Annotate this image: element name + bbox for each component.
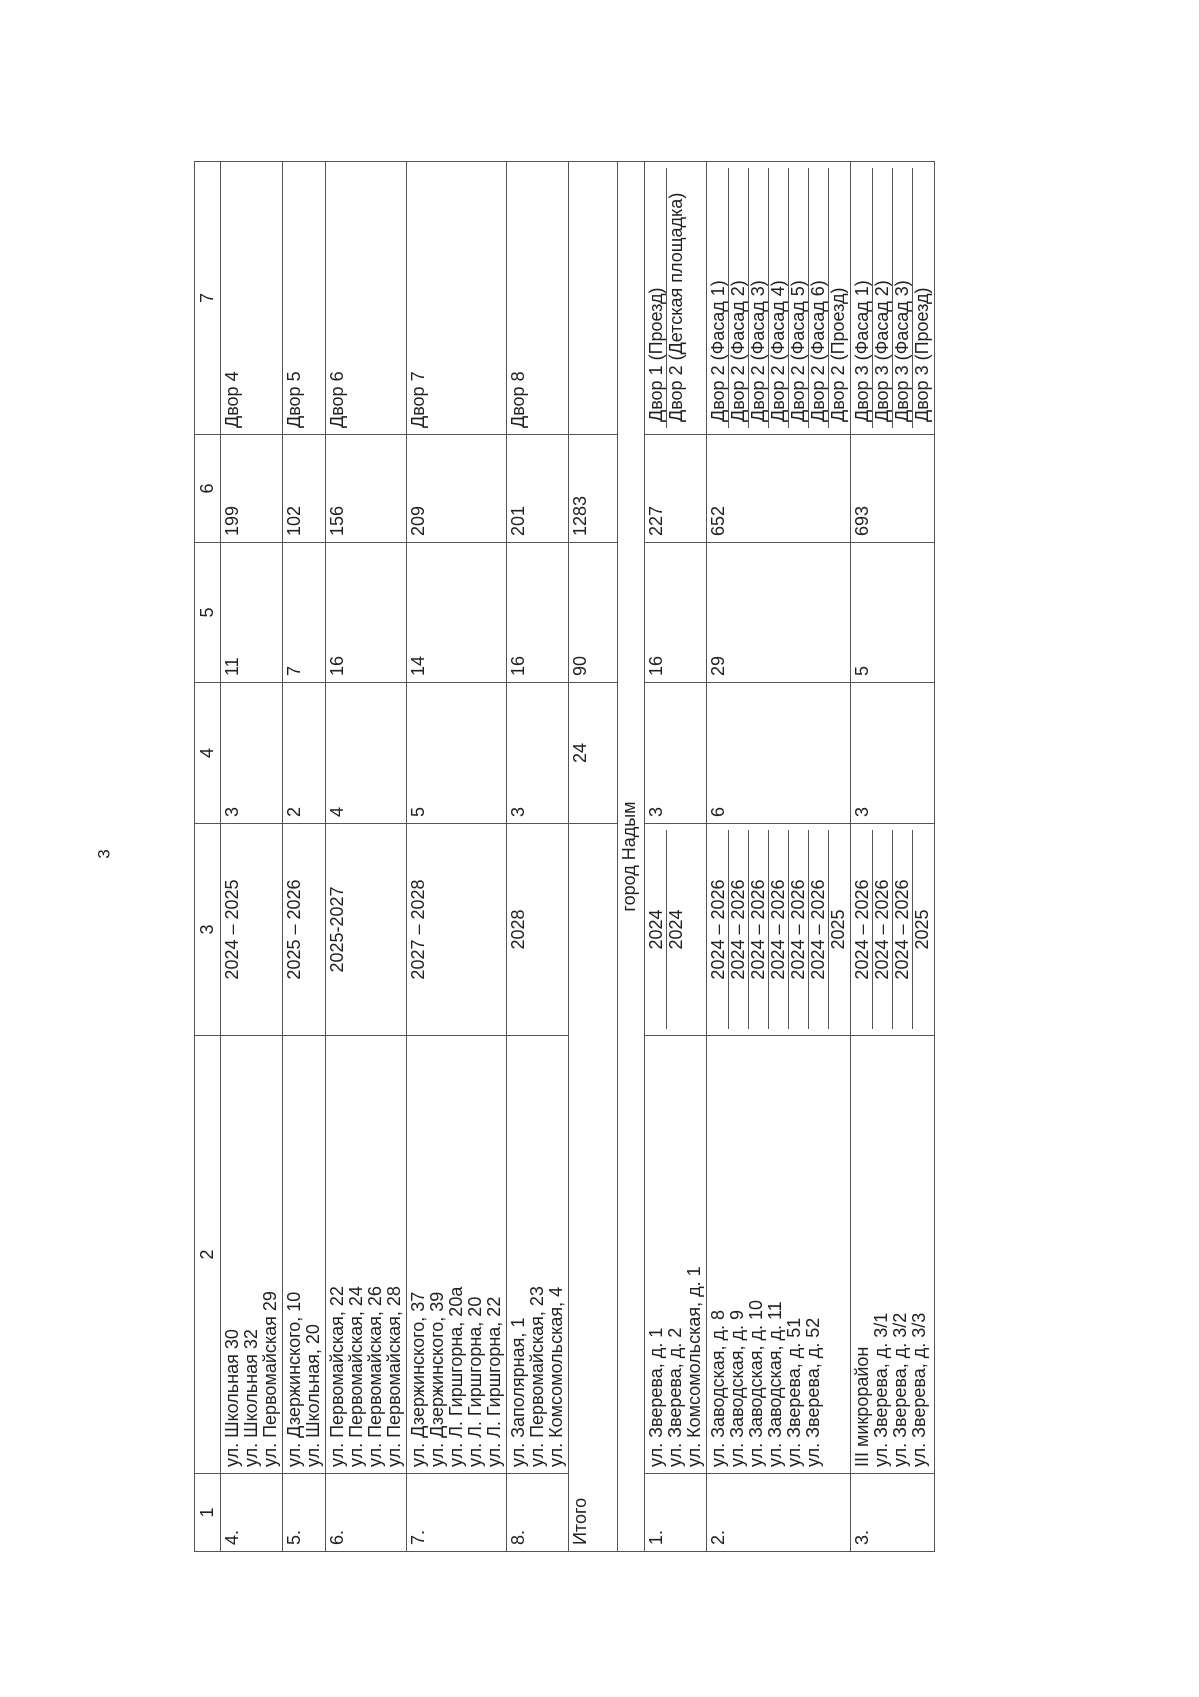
total-col7 — [569, 162, 618, 435]
col4-cell: 3 — [645, 683, 707, 824]
col6-cell: 156 — [326, 435, 407, 543]
yard-cell — [851, 162, 935, 435]
streets-cell-line: ул. Л. Гиршгорна, 20 — [465, 1296, 485, 1467]
col4-cell: 3 — [507, 683, 569, 824]
streets-cell-line: ул. Заводская, д. 9 — [727, 1309, 747, 1467]
streets-cell-line: ул. Зверева, д. 2 — [665, 1327, 685, 1467]
years-cell-line: 2024 — [647, 830, 667, 1029]
row-number: 3. — [851, 1474, 935, 1552]
table-row — [851, 162, 935, 1552]
yards-table — [194, 161, 935, 1552]
row-number: 1. — [645, 1474, 707, 1552]
streets-cell-line: ул. Заводская, д. 8 — [708, 1309, 728, 1467]
yard-cell: Двор 5 — [283, 162, 326, 435]
years-cell: 2025-2027 — [326, 824, 407, 1036]
table-row — [221, 162, 283, 1552]
section-row — [618, 162, 645, 1552]
col6-cell: 102 — [283, 435, 326, 543]
years-cell-line: 2024 – 2026 — [749, 830, 769, 1029]
streets-cell — [407, 1036, 507, 1474]
total-col6: 1283 — [569, 435, 618, 543]
streets-cell-line: ул. Л. Гиршгорна, 20а — [446, 1286, 466, 1467]
streets-cell-line: ул. Дзержинского, 10 — [284, 1291, 304, 1467]
years-cell-line: 2024 — [666, 909, 686, 950]
streets-cell-line: ул. Заполярная, 1 — [508, 1317, 528, 1467]
yard-cell-line: Двор 2 (Фасад 2) — [729, 168, 749, 428]
total-row — [569, 162, 618, 1552]
years-cell-line: 2024 – 2026 — [853, 830, 873, 1029]
streets-cell — [283, 1036, 326, 1474]
row-number: 2. — [707, 1474, 851, 1552]
row-number: 7. — [407, 1474, 507, 1552]
yard-cell-line: Двор 3 (Проезд) — [912, 287, 932, 422]
yard-cell-line: Двор 2 (Проезд) — [828, 287, 848, 422]
streets-cell-line: ул. Школьная, 20 — [303, 1324, 323, 1467]
years-cell-line: 2024 – 2026 — [809, 830, 829, 1029]
col6-cell: 693 — [851, 435, 935, 543]
streets-cell-line: ул. Дзержинского, 37 — [408, 1291, 428, 1467]
col5-cell: 29 — [707, 543, 851, 683]
streets-cell-line: ул. Заводская, д. 11 — [765, 1301, 785, 1467]
years-cell — [707, 824, 851, 1036]
streets-cell-line: ул. Первомайская, 24 — [346, 1286, 366, 1467]
streets-cell-line: ул. Заводская, д. 10 — [746, 1299, 766, 1467]
col5-cell: 7 — [283, 543, 326, 683]
years-cell-line: 2024 – 2026 — [789, 830, 809, 1029]
yard-cell: Двор 7 — [407, 162, 507, 435]
yard-cell-line: Двор 2 (Фасад 5) — [789, 168, 809, 428]
streets-cell-line: ул. Школьная 30 — [222, 1329, 242, 1467]
streets-cell-line: ул. Первомайская 29 — [260, 1291, 280, 1467]
header-cell-7: 7 — [195, 162, 221, 435]
years-cell: 2027 – 2028 — [407, 824, 507, 1036]
streets-cell-line: ул. Дзержинского, 39 — [427, 1291, 447, 1467]
row-number: 8. — [507, 1474, 569, 1552]
years-cell: 2024 – 2025 — [221, 824, 283, 1036]
streets-cell — [507, 1036, 569, 1474]
streets-cell-line: ул. Комсомольская, д. 1 — [684, 1266, 704, 1467]
streets-cell — [645, 1036, 707, 1474]
table-body — [195, 162, 935, 1552]
streets-cell-line: ул. Зверева, д. 3/3 — [909, 1312, 929, 1467]
total-label: Итого — [569, 824, 618, 1552]
yard-cell: Двор 8 — [507, 162, 569, 435]
yard-cell-line: Двор 3 (Фасад 2) — [873, 168, 893, 428]
streets-cell-line: ул. Зверева, д. 3/2 — [890, 1312, 910, 1467]
yard-cell: Двор 4 — [221, 162, 283, 435]
page-number: 3 — [94, 849, 114, 859]
header-cell-2: 2 — [195, 1036, 221, 1474]
row-number: 6. — [326, 1474, 407, 1552]
yard-cell-line: Двор 3 (Фасад 3) — [893, 168, 913, 428]
streets-cell-line: ул. Комсомольская, 4 — [546, 1286, 566, 1467]
col4-cell: 6 — [707, 683, 851, 824]
yard-cell-line: Двор 2 (Фасад 3) — [749, 168, 769, 428]
table-row — [645, 162, 707, 1552]
streets-cell-line: ул. Первомайская, 26 — [365, 1286, 385, 1467]
col5-cell: 16 — [326, 543, 407, 683]
years-cell-line: 2024 – 2026 — [873, 830, 893, 1029]
header-cell-5: 5 — [195, 543, 221, 683]
table-row — [283, 162, 326, 1552]
streets-cell-line: ул. Зверева, д. 3/1 — [871, 1312, 891, 1467]
header-cell-6: 6 — [195, 435, 221, 543]
streets-cell — [707, 1036, 851, 1474]
yard-cell-line: Двор 2 (Фасад 6) — [809, 168, 829, 428]
table-row — [407, 162, 507, 1552]
row-number: 4. — [221, 1474, 283, 1552]
col5-cell: 5 — [851, 543, 935, 683]
yard-cell-line: Двор 2 (Фасад 4) — [769, 168, 789, 428]
streets-cell-line: ул. Школьная 32 — [241, 1329, 261, 1467]
section-title: город Надым — [618, 162, 645, 1552]
col4-cell: 3 — [851, 683, 935, 824]
col6-cell: 652 — [707, 435, 851, 543]
years-cell-line: 2025 — [828, 909, 848, 950]
years-cell-line: 2024 – 2026 — [769, 830, 789, 1029]
years-cell-line: 2024 – 2026 — [709, 830, 729, 1029]
streets-cell-line: ул. Зверева, д. 51 — [784, 1317, 804, 1467]
streets-cell-line: ул. Первомайская, 28 — [384, 1286, 404, 1467]
col4-cell: 2 — [283, 683, 326, 824]
years-cell-line: 2025 — [912, 909, 932, 950]
yard-cell — [645, 162, 707, 435]
col5-cell: 16 — [645, 543, 707, 683]
streets-cell-line: ул. Зверева, д. 52 — [803, 1317, 823, 1467]
yard-cell: Двор 6 — [326, 162, 407, 435]
col5-cell: 16 — [507, 543, 569, 683]
years-cell-line: 2024 – 2026 — [893, 830, 913, 1029]
yard-cell — [707, 162, 851, 435]
col6-cell: 199 — [221, 435, 283, 543]
years-cell: 2025 – 2026 — [283, 824, 326, 1036]
row-number: 5. — [283, 1474, 326, 1552]
yard-cell-line: Двор 3 (Фасад 1) — [853, 168, 873, 428]
streets-cell-line: ул. Первомайская, 23 — [527, 1286, 547, 1467]
years-cell: 2028 — [507, 824, 569, 1036]
header-cell-3: 3 — [195, 824, 221, 1036]
yard-cell-line: Двор 1 (Проезд) — [647, 168, 667, 428]
streets-cell — [221, 1036, 283, 1474]
table-row — [507, 162, 569, 1552]
streets-cell-line: III микрорайон — [852, 1346, 872, 1467]
col4-cell: 5 — [407, 683, 507, 824]
table-row — [326, 162, 407, 1552]
years-cell-line: 2024 – 2026 — [729, 830, 749, 1029]
streets-cell — [851, 1036, 935, 1474]
col6-cell: 227 — [645, 435, 707, 543]
header-cell-4: 4 — [195, 683, 221, 824]
years-cell — [645, 824, 707, 1036]
col4-cell: 3 — [221, 683, 283, 824]
years-cell — [851, 824, 935, 1036]
header-cell-1: 1 — [195, 1474, 221, 1552]
table-row — [707, 162, 851, 1552]
col6-cell: 209 — [407, 435, 507, 543]
streets-cell — [326, 1036, 407, 1474]
col5-cell: 14 — [407, 543, 507, 683]
streets-cell-line: ул. Первомайская, 22 — [327, 1286, 347, 1467]
streets-cell-line: ул. Л. Гиршгорна, 22 — [484, 1296, 504, 1467]
total-col4: 24 — [569, 683, 618, 824]
streets-cell-line: ул. Зверева, д. 1 — [646, 1327, 666, 1467]
yard-cell-line: Двор 2 (Фасад 1) — [709, 168, 729, 428]
col4-cell: 4 — [326, 683, 407, 824]
header-row — [195, 162, 221, 1552]
total-col5: 90 — [569, 543, 618, 683]
col6-cell: 201 — [507, 435, 569, 543]
yard-cell-line: Двор 2 (Детская площадка) — [666, 192, 686, 422]
col5-cell: 11 — [221, 543, 283, 683]
rotated-table-container — [194, 162, 1118, 1552]
